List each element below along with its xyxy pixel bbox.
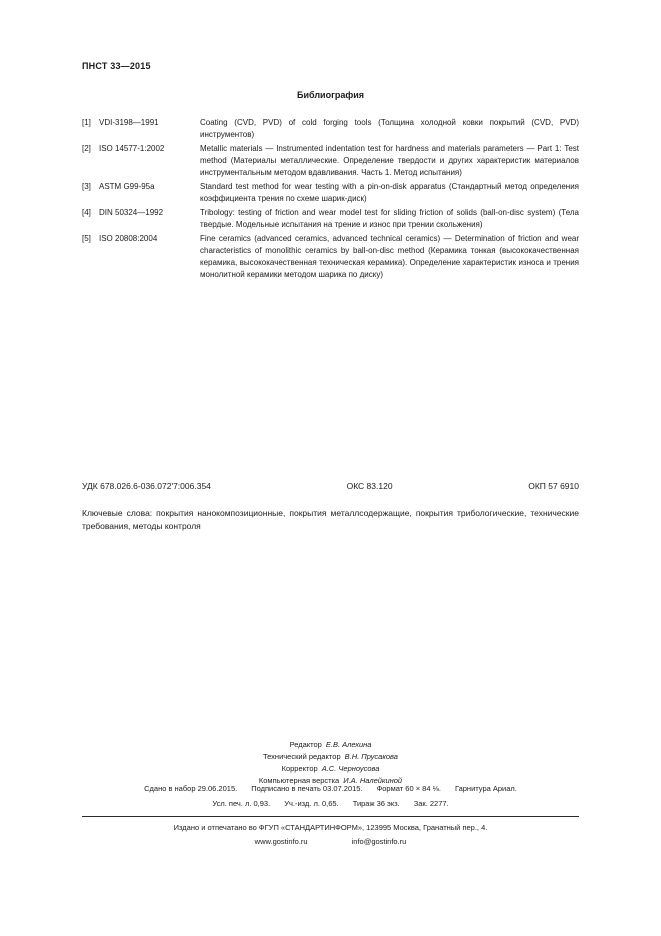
entry-ref: [5]	[82, 234, 91, 243]
website-text: www.gostinfo.ru	[254, 837, 308, 846]
print-seg: Подписано в печать 03.07.2015.	[251, 784, 363, 793]
entry-code: ISO 14577-1:2002	[99, 144, 165, 153]
bibliography-entry	[82, 181, 579, 205]
entry-ref: [4]	[82, 208, 91, 217]
colophon-staff	[0, 739, 661, 787]
entry-code: ISO 20808:2004	[99, 234, 158, 243]
bibliography-entry	[82, 233, 579, 281]
okp-code: ОКП 57 6910	[528, 481, 579, 491]
bibliography-entry	[82, 117, 579, 141]
publisher-line: Издано и отпечатано во ФГУП «СТАНДАРТИНФОРМ», 123995 Москва, Гранатный пер., 4.	[173, 823, 488, 832]
entry-label	[82, 181, 200, 205]
print-seg: Тираж 36 экз.	[352, 799, 400, 808]
divider	[82, 816, 579, 817]
print-seg: Зак. 2277.	[413, 799, 449, 808]
print-seg: Сдано в набор 29.06.2015.	[144, 784, 238, 793]
entry-label	[82, 143, 200, 179]
staff-line	[0, 751, 661, 763]
print-info-line-2	[0, 799, 661, 808]
oks-code: ОКС 83.120	[346, 481, 393, 491]
bibliography-list	[82, 117, 579, 283]
print-info-line-1	[0, 784, 661, 793]
classification-codes	[82, 481, 579, 491]
entry-text: Tribology: testing of friction and wear model test for sliding friction of solids (ball-on-disc system) (Тела твердые. Модельные испытания на трение и износ при трении скольжения)	[200, 208, 579, 229]
bibliography-entry	[82, 207, 579, 231]
entry-code: VDI-3198—1991	[99, 118, 159, 127]
bibliography-entry	[82, 143, 579, 179]
entry-code: ASTM G99-95a	[99, 182, 155, 191]
staff-line	[0, 763, 661, 775]
entry-code: DIN 50324—1992	[99, 208, 164, 217]
entry-text: Coating (CVD, PVD) of cold forging tools (Толщина холодной ковки покрытий (CVD, PVD) инструментов)	[200, 118, 579, 139]
print-seg: Гарнитура Ариал.	[454, 784, 517, 793]
udk-code: УДК 678.026.6-036.072'7:006.354	[82, 481, 211, 491]
staff-name: В.Н. Прусакова	[344, 752, 398, 761]
staff-name: И.А. Налейкиной	[343, 776, 403, 785]
entry-ref: [1]	[82, 118, 91, 127]
entry-text: Fine ceramics (advanced ceramics, advanced technical ceramics) — Determination of friction and wear characteristics of monolithic ceramics by ball-on-disc method (Керамика тонкая (высококачественная керамика, высококачественная техническая керамика). Определение характеристик износа и трения монолитной керамики методом шарика по диску)	[200, 234, 579, 279]
print-seg: Уч.-изд. л. 0,65.	[284, 799, 339, 808]
keywords-paragraph: Ключевые слова: покрытия нанокомпозиционные, покрытия металлсодержащие, покрытия трибологические, технические требования, методы контроля	[82, 508, 579, 531]
staff-name: Е.В. Алехина	[325, 740, 372, 749]
staff-role: Компьютерная верстка	[258, 776, 340, 785]
bibliography-heading: Библиография	[297, 90, 364, 100]
staff-line	[0, 739, 661, 751]
contacts-line	[0, 837, 661, 846]
staff-role: Корректор	[281, 764, 318, 773]
entry-ref: [3]	[82, 182, 91, 191]
staff-role: Редактор	[289, 740, 322, 749]
entry-label	[82, 117, 200, 141]
staff-role: Технический редактор	[263, 752, 341, 761]
staff-name: А.С. Черноусова	[321, 764, 380, 773]
print-seg: Формат 60 × 84 ⅛.	[376, 784, 441, 793]
print-seg: Усл. печ. л. 0,93.	[212, 799, 271, 808]
email-text: info@gostinfo.ru	[351, 837, 407, 846]
entry-label	[82, 207, 200, 231]
entry-text: Standard test method for wear testing with a pin-on-disk apparatus (Стандартный метод определения коэффициента трения по схеме шарик-диск)	[200, 182, 579, 203]
entry-label	[82, 233, 200, 281]
doc-number: ПНСТ 33—2015	[82, 61, 151, 71]
entry-ref: [2]	[82, 144, 91, 153]
entry-text: Metallic materials — Instrumented indentation test for hardness and materials parameters — Part 1: Test method (Материалы металлические. Определение твердости и других характеристик материалов инструментальным методом вдавливания. Часть 1. Метод испытания)	[200, 144, 579, 177]
